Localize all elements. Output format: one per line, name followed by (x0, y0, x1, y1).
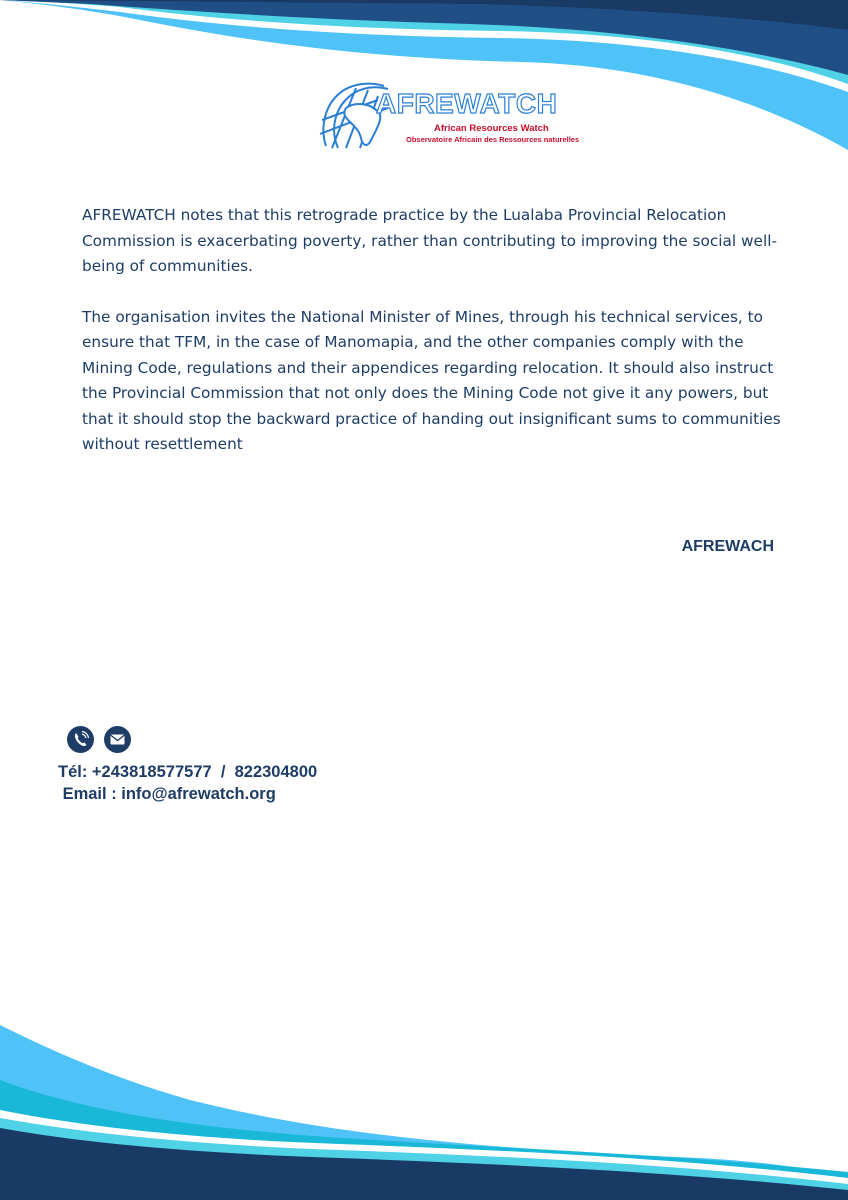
email-address: Email : info@afrewatch.org (58, 785, 276, 803)
footer-wave-decoration (0, 1000, 848, 1200)
phone-numbers: Tél: +243818577577 / 822304800 (58, 763, 318, 781)
signature: AFREWACH (681, 538, 774, 555)
paragraph-1: AFREWATCH notes that this retrograde practice by the Lualaba Provincial Relocation Commission is exacerbating poverty, rather than contributing to improving the social well-being of communities. (82, 206, 777, 275)
afrewatch-logo (316, 78, 580, 153)
logo-tagline-fr: Observatoire Africain des Ressources naturelles (406, 135, 580, 144)
phone-icon (67, 726, 94, 753)
contact-details (58, 761, 317, 805)
email-icon (104, 726, 131, 753)
letter-body (82, 203, 782, 483)
logo-wordmark: AFREWATCH (376, 88, 558, 119)
logo-tagline-en: African Resources Watch (434, 123, 549, 134)
paragraph-2: The organisation invites the National Minister of Mines, through his technical services, to ensure that TFM, in the case of Manomapia, and the other companies comply with the Mining Code, regulations and their appendices regarding relocation. It should also instruct the Provincial Commission that not only does the Mining Code not give it any powers, but that it should stop the backward practice of handing out insignificant sums to communities without resettlement (82, 307, 781, 453)
